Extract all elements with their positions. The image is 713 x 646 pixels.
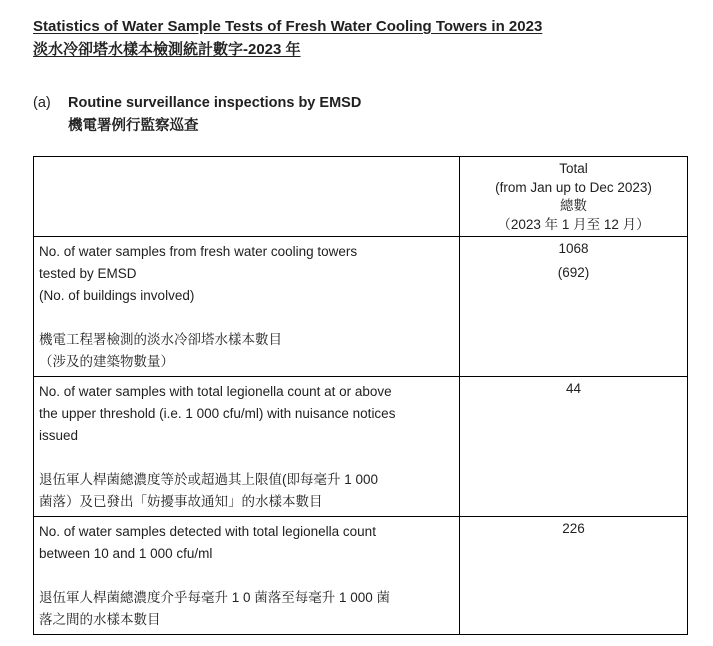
section-heading-zh: 機電署例行監察巡查 [68,118,199,134]
statistics-table [33,156,688,635]
table-row [34,517,688,635]
desc-line: the upper threshold (i.e. 1 000 cfu/ml) with nuisance notices [39,406,396,421]
desc-line: between 10 and 1 000 cfu/ml [39,546,213,561]
desc-line: 機電工程署檢測的淡水冷卻塔水樣本數目 [39,332,282,347]
desc-line: No. of water samples from fresh water cooling towers [39,244,358,259]
table-header-empty-cell [34,157,460,237]
section-a [33,92,687,138]
table-row [34,237,688,377]
value: 1068 [558,241,589,256]
desc-line-spacer [39,447,451,469]
header-line: Total [559,161,588,176]
desc-line: tested by EMSD [39,266,137,281]
value-secondary: (692) [557,265,590,280]
page-title-block [33,15,687,61]
row-description-cell [34,517,460,635]
header-line: 總數 [560,198,587,213]
desc-line: 退伍軍人桿菌總濃度介乎每毫升 1 0 菌落至每毫升 1 000 菌 [39,590,391,605]
desc-line: issued [39,428,79,443]
desc-line: 退伍軍人桿菌總濃度等於或超過其上限值(即每毫升 1 000 [39,472,379,487]
desc-line: （涉及的建築物數量） [39,354,174,369]
row-value-cell [460,237,688,377]
page-title-zh [33,38,687,61]
section-headings [68,92,361,138]
row-value-cell [460,517,688,635]
page-title-en-text: Statistics of Water Sample Tests of Fresh Water Cooling Towers in 2023 [33,18,543,35]
row-description-cell [34,237,460,377]
header-line: （2023 年 1 月至 12 月） [497,216,650,232]
desc-line: 菌落）及已發出「妨擾事故通知」的水樣本數目 [39,494,323,509]
page-title-en [33,15,687,38]
desc-line: 落之間的水樣本數目 [39,612,161,627]
table-header-total-cell [460,157,688,237]
desc-line: No. of water samples detected with total legionella count [39,524,376,539]
table-row [34,377,688,517]
page-title-zh-text: 淡水冷卻塔水樣本檢測統計數字-2023 年 [33,41,301,58]
row-value-cell [460,377,688,517]
section-label: (a) [33,95,51,111]
value: 44 [565,381,582,396]
table-header-row [34,157,688,237]
desc-line-spacer [39,307,451,329]
value: 226 [562,521,585,536]
row-description-cell [34,377,460,517]
header-line: (from Jan up to Dec 2023) [495,179,652,195]
desc-line: No. of water samples with total legionella count at or above [39,384,392,399]
section-heading-en: Routine surveillance inspections by EMSD [68,95,362,111]
desc-line-spacer [39,565,451,587]
desc-line: (No. of buildings involved) [39,288,195,303]
